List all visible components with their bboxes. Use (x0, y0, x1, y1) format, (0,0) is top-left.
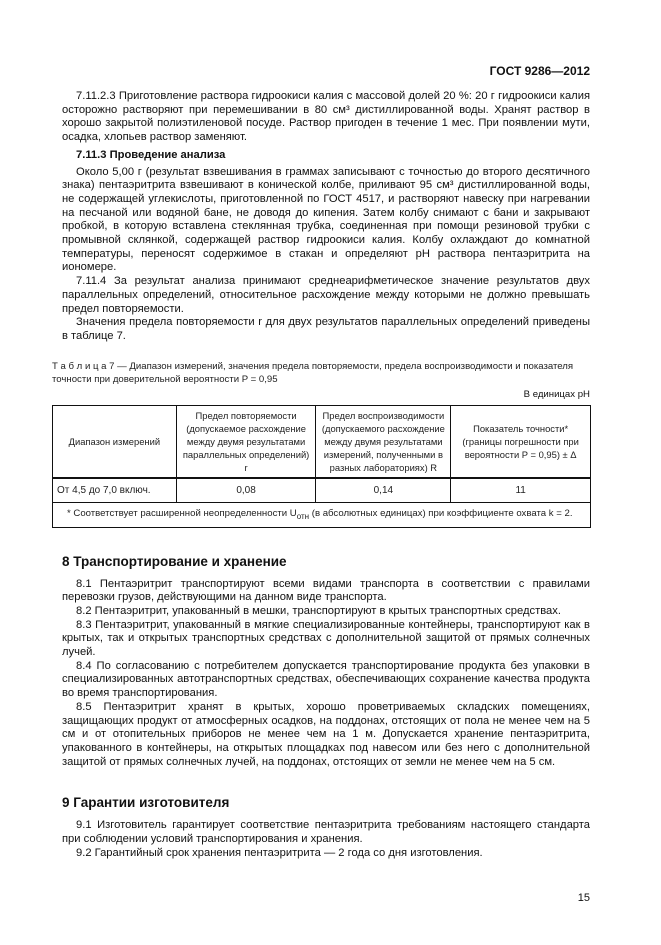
paragraph-9-1: 9.1 Изготовитель гарантирует соответствие пентаэритрита требованиям настоящего стандарта при соблюдении условий транспортирования и хранения. (62, 819, 590, 846)
table-unit: В единицах pH (523, 388, 590, 400)
table-header-row (53, 405, 591, 478)
cell-repeatability: 0,08 (176, 478, 316, 503)
table-caption: Т а б л и ц а 7 — Диапазон измерений, значения предела повторяемости, предела воспроизводимости и показателя точности при доверительной вероятности P = 0,95 (52, 360, 574, 385)
cell-range: От 4,5 до 7,0 включ. (53, 478, 177, 503)
cell-reproducibility: 0,14 (316, 478, 451, 503)
paragraph-7-11-2-3: 7.11.2.3 Приготовление раствора гидроокиси калия с массовой долей 20 %: 20 г гидроокиси калия осторожно растворяют при перемешивании в 80 см³ дистиллированной воды. Хранят раствор в хорошо закрытой полиэтиленовой посуде. Раствор пригоден в течение 1 мес. При появлении мути, осадка, хлопьев раствор заменяют. (62, 90, 590, 144)
section-8-title: 8 Транспортирование и хранение (62, 553, 287, 569)
header-accuracy: Показатель точности* (границы погрешности при вероятности P = 0,95) ± Δ (451, 405, 591, 478)
paragraph-8-3: 8.3 Пентаэритрит, упакованный в мягкие специализированные контейнеры, транспортируют как в крытых, так и открытых транспортных средствах с дополнительной защитой от прямых солнечных лучей. (62, 618, 590, 659)
paragraph-7-11-3: Около 5,00 г (результат взвешивания в граммах записывают с точностью до второго десятичного знака) пентаэритрита взвешивают в конической колбе, приливают 95 см³ дистиллированной воды, не содержащей углекислоты, приготовленной по ГОСТ 4517, и растворяют навеску при нагревании на песчаной или водяной бане, не доводя до кипения. Затем колбу снимают с бани и закрывают пробкой, в которую вставлена стеклянная трубка, соединенная при помощи резиновой трубки с промывной склянкой, содержащей раствор гидроокиси калия. Колбу охлаждают до комнатной температуры, переносят содержимое в стакан и определяют pH раствора пентаэритрита на иономере. (62, 165, 590, 274)
section-9 (62, 819, 590, 860)
table-footnote (53, 502, 591, 527)
heading-7-11-3: 7.11.3 Проведение анализа (76, 148, 226, 161)
footnote-text-end: (в абсолютных единицах) при коэффициенте охвата k = 2. (309, 507, 573, 519)
section-7-11 (62, 90, 590, 344)
table-7 (52, 405, 591, 528)
header-reproducibility: Предел воспроизводимости (допускаемого расхождение между двумя результатами измерений, полученными в разных лабораториях) R (316, 405, 451, 478)
paragraph-8-1: 8.1 Пентаэритрит транспортируют всеми видами транспорта в соответствии с правилами перевозки грузов, действующими на данном виде транспорта. (62, 577, 590, 604)
header-range: Диапазон измерений (53, 405, 177, 478)
paragraph-9-2: 9.2 Гарантийный срок хранения пентаэритрита — 2 года со дня изготовления. (76, 846, 483, 859)
paragraph-8-2: 8.2 Пентаэритрит, упакованный в мешки, транспортируют в крытых транспортных средствах. (76, 604, 561, 617)
footnote-text: * Соответствует расширенной неопределенности U (67, 507, 297, 519)
section-8 (62, 578, 590, 770)
cell-accuracy: 11 (451, 478, 591, 503)
paragraph-table-ref: Значения предела повторяемости r для двух результатов параллельных определений приведены в таблице 7. (62, 316, 590, 342)
paragraph-7-11-4: 7.11.4 За результат анализа принимают среднеарифметическое значение результатов двух параллельных определений, относительное расхождение между которыми не должно превышать предел повторяемости. (62, 275, 590, 315)
page-number: 15 (577, 891, 590, 904)
table-footnote-row (53, 502, 591, 527)
footnote-subscript: отн (296, 511, 310, 521)
document-header: ГОСТ 9286—2012 (489, 64, 590, 78)
section-9-title: 9 Гарантии изготовителя (62, 795, 230, 811)
header-repeatability: Предел повторяемости (допускаемое расхождение между двумя результатами параллельных определений) r (176, 405, 316, 478)
table-row (53, 478, 591, 503)
paragraph-8-4: 8.4 По согласованию с потребителем допускается транспортирование продукта без упаковки в специализированных автотранспортных средствах, обеспечивающих сохранение качества продукта во время транспортирования. (62, 659, 590, 700)
paragraph-8-5: 8.5 Пентаэритрит хранят в крытых, хорошо проветриваемых складских помещениях, защищающих продукт от атмосферных осадков, на поддонах, отстоящих от пола не менее чем на 5 см и от отопительных приборов не менее чем на 1 м. Допускается хранение пентаэритрита, упакованного в контейнеры, на открытых площадках под навесом или без него с дополнительной защитой от прямых солнечных лучей, на поддонах, отстоящих от земли не менее чем на 5 см. (62, 700, 590, 768)
